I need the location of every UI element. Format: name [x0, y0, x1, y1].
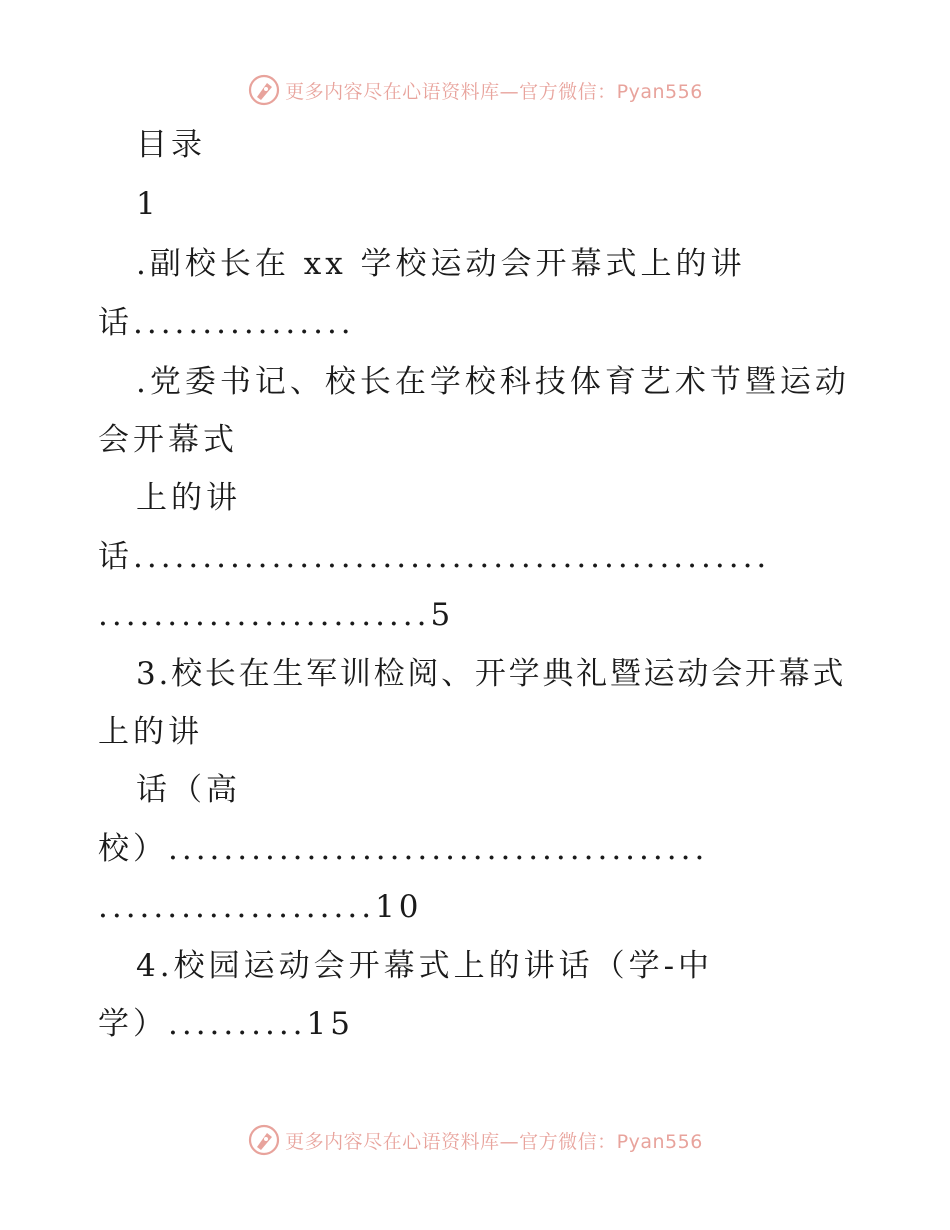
toc-number: 1 — [136, 186, 160, 222]
toc-line: 校）....................................... — [98, 831, 709, 867]
toc-line: .党委书记、校长在学校科技体育艺术节暨运动 — [136, 364, 850, 400]
toc-line: 3.校长在生军训检阅、开学典礼暨运动会开幕式 — [136, 656, 847, 692]
toc-line: 话................ — [98, 305, 355, 341]
toc-line: 话（高 — [136, 772, 241, 808]
watermark-text: 更多内容尽在心语资料库—官方微信：Pyan556 — [285, 1130, 703, 1153]
toc-line: 话.............................................. — [98, 539, 771, 575]
toc-line: .副校长在 xx 学校运动会开幕式上的讲 — [136, 246, 746, 282]
pen-nib-logo-icon — [247, 1123, 281, 1157]
toc-line: 学）..........15 — [98, 1006, 354, 1042]
toc-line: ........................5 — [98, 597, 455, 633]
pen-nib-logo-icon — [247, 73, 281, 107]
watermark-text: 更多内容尽在心语资料库—官方微信：Pyan556 — [285, 80, 703, 103]
watermark-footer — [0, 1120, 950, 1160]
toc-line: 4.校园运动会开幕式上的讲话（学-中 — [136, 948, 714, 984]
watermark-header — [0, 70, 950, 110]
toc-line: 上的讲 — [98, 714, 203, 750]
toc-line: 会开幕式 — [98, 422, 238, 458]
toc-heading: 目录 — [136, 127, 206, 163]
toc-line: ....................10 — [98, 889, 423, 925]
toc-line: 上的讲 — [136, 480, 241, 516]
